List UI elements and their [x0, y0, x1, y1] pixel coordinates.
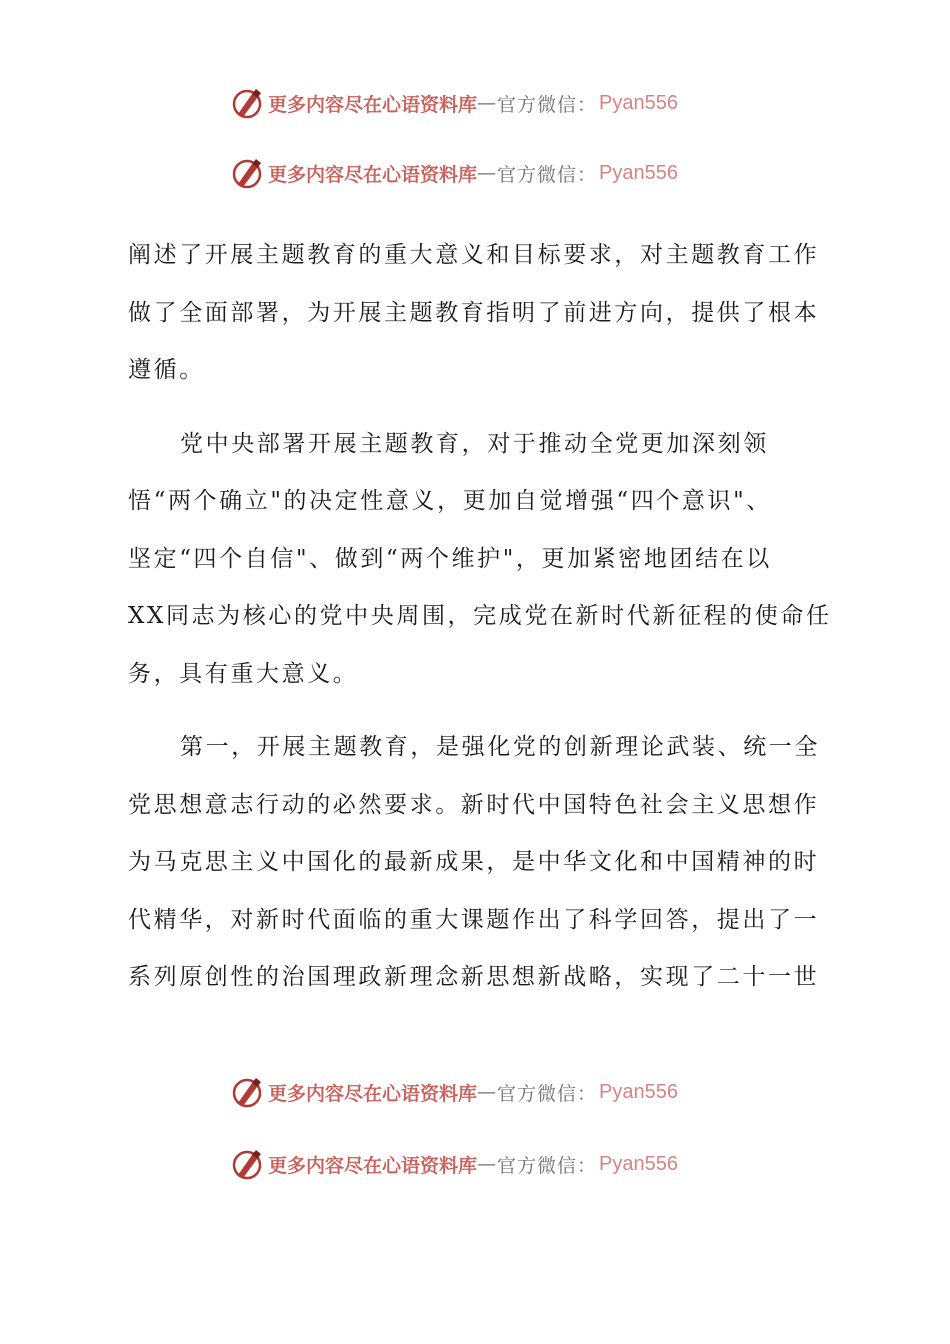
wechat-account: Pyan556 [599, 161, 678, 184]
wechat-label: 官方微信： [497, 1082, 598, 1105]
paragraph-2 [128, 416, 832, 704]
document-body [128, 227, 832, 1023]
wechat-label: 官方微信： [497, 1154, 598, 1177]
text-line: 代精华，对新时代面临的重大课题作出了科学回答，提出了一 [128, 906, 820, 933]
text-line: 悟“两个确立"的决定性意义，更加自觉增强“四个意识"、 [128, 488, 772, 514]
wechat-account: Pyan556 [599, 1080, 678, 1103]
wechat-label: 官方微信： [497, 93, 598, 116]
dash: — [477, 1153, 498, 1175]
pen-logo-icon [230, 156, 264, 190]
dash: — [477, 92, 498, 114]
promo-text: 更多内容尽在心语资料库 [268, 163, 478, 186]
wechat-label: 官方微信： [497, 163, 598, 186]
pen-logo-icon [230, 86, 264, 120]
watermark-banner-top-1 [230, 85, 750, 121]
text-line: 第一，开展主题教育，是强化党的创新理论武装、统一全 [180, 734, 820, 760]
paragraph-3 [128, 719, 832, 1007]
text-line: 坚定“四个自信"、做到“两个维护"，更加紧密地团结在以 [128, 545, 772, 572]
text-line: 做了全面部署，为开展主题教育指明了前进方向，提供了根本 [128, 299, 820, 326]
watermark-banner-top-2 [230, 155, 750, 191]
watermark-banner-bottom-1 [230, 1074, 750, 1110]
pen-logo-icon [230, 1147, 264, 1181]
wechat-account: Pyan556 [599, 1152, 678, 1175]
text-line: 为马克思主义中国化的最新成果，是中华文化和中国精神的时 [128, 849, 820, 875]
text-line: 务，具有重大意义。 [128, 660, 359, 687]
text-line: 阐述了开展主题教育的重大意义和目标要求，对主题教育工作 [128, 242, 820, 268]
text-line: XX同志为核心的党中央周围，完成党在新时代新征程的使命任 [128, 603, 832, 629]
promo-text: 更多内容尽在心语资料库 [268, 1082, 478, 1105]
text-line: 党思想意志行动的必然要求。新时代中国特色社会主义思想作 [128, 791, 820, 818]
text-line: 遵循。 [128, 357, 205, 383]
watermark-banner-bottom-2 [230, 1146, 750, 1182]
wechat-account: Pyan556 [599, 91, 678, 114]
text-line: 党中央部署开展主题教育，对于推动全党更加深刻领 [180, 430, 769, 457]
dash: — [477, 162, 498, 184]
promo-text: 更多内容尽在心语资料库 [268, 1154, 478, 1177]
pen-logo-icon [230, 1075, 264, 1109]
dash: — [477, 1081, 498, 1103]
text-line: 系列原创性的治国理政新理念新思想新战略，实现了二十一世 [128, 964, 820, 990]
paragraph-1 [128, 227, 832, 400]
promo-text: 更多内容尽在心语资料库 [268, 93, 478, 116]
